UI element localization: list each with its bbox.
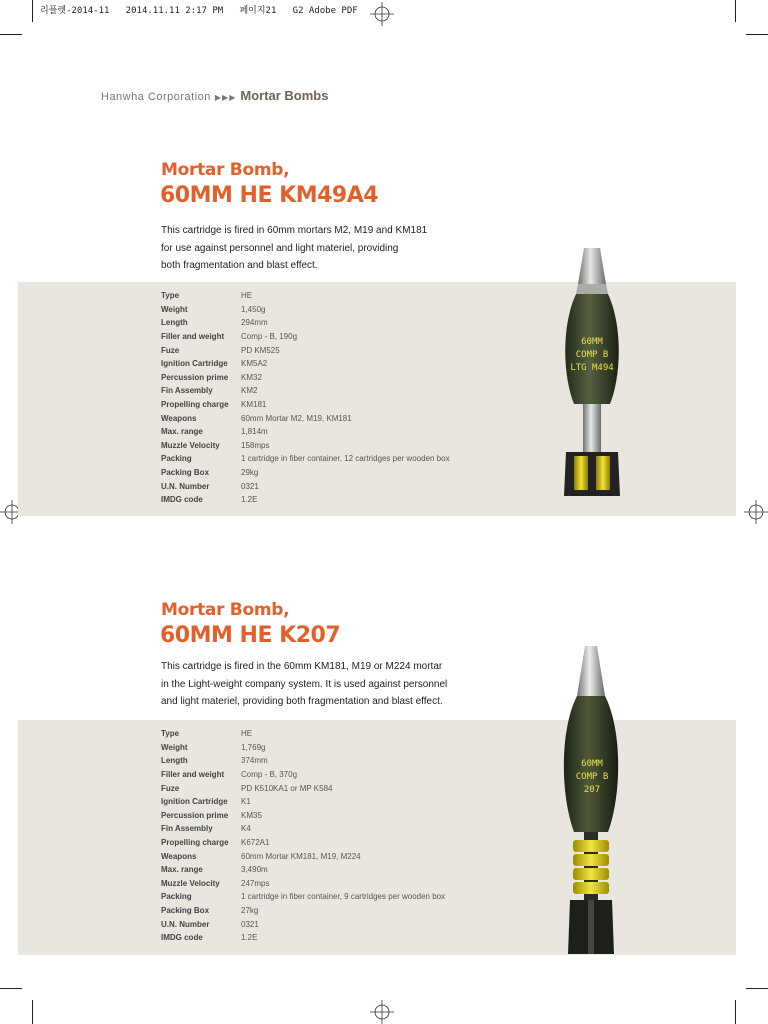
product-description: [161, 658, 491, 711]
spec-row: [161, 343, 450, 357]
crop-mark: [32, 0, 33, 22]
registration-mark-icon: [370, 1000, 394, 1024]
bomb-marking: COMP B: [575, 350, 609, 360]
spec-row: [161, 493, 450, 507]
spec-row: [161, 411, 450, 425]
spec-row: [161, 466, 450, 480]
bomb-marking: 207: [583, 785, 601, 795]
spec-label: Packing: [161, 892, 192, 902]
spec-value: 27kg: [241, 906, 259, 916]
mortar-bomb-k207-image: [558, 644, 624, 956]
spec-row: [161, 754, 445, 768]
bomb-marking: COMP B: [575, 772, 609, 782]
spec-row: [161, 439, 450, 453]
print-header: 리플렛-2014-11 2014.11.11 2:17 PM 페이지21 G2 Adobe PDF: [40, 6, 358, 16]
bomb-marking: 60MM: [581, 337, 603, 347]
spec-label: IMDG code: [161, 495, 203, 505]
spec-value: Comp - B, 190g: [241, 332, 298, 342]
spec-value: K672A1: [241, 838, 270, 848]
product-title-line2: 60MM HE K207: [160, 623, 341, 648]
spec-value: Comp - B, 370g: [241, 770, 298, 780]
spec-label: Ignition Cartridge: [161, 797, 228, 807]
bomb-marking: LTG M494: [570, 363, 614, 373]
description-line: for use against personnel and light materiel, providing: [161, 242, 399, 254]
spec-value: 60mm Mortar M2, M19, KM181: [241, 413, 352, 423]
spec-value: 1 cartridge in fiber container, 12 cartridges per wooden box: [241, 454, 450, 464]
product-title-line1: Mortar Bomb,: [161, 600, 290, 620]
spec-label: U.N. Number: [161, 481, 210, 491]
spec-row: [161, 863, 445, 877]
product-title-line2: 60MM HE KM49A4: [160, 183, 379, 208]
spec-row: [161, 452, 450, 466]
spec-row: [161, 795, 445, 809]
spec-label: Fin Assembly: [161, 386, 213, 396]
spec-row: [161, 398, 450, 412]
description-line: This cartridge is fired in the 60mm KM181, M19 or M224 mortar: [161, 661, 443, 672]
spec-label: Type: [161, 291, 180, 301]
spec-row: [161, 316, 450, 330]
section-title: Mortar Bombs: [240, 88, 329, 103]
spec-label: Fin Assembly: [161, 824, 213, 834]
spec-label: Max. range: [161, 865, 203, 875]
description-line: This cartridge is fired in 60mm mortars M2, M19 and KM181: [161, 225, 428, 236]
product-title-line1: Mortar Bomb,: [161, 160, 290, 180]
spec-label: Weapons: [161, 851, 197, 861]
spec-label: Length: [161, 756, 188, 766]
spec-row: [161, 822, 445, 836]
spec-value: 3,490m: [241, 865, 268, 875]
crop-mark: [735, 0, 736, 22]
spec-row: [161, 425, 450, 439]
spec-value: HE: [241, 729, 253, 739]
spec-label: Length: [161, 318, 188, 328]
spec-label: Weight: [161, 742, 188, 752]
crop-mark: [746, 988, 768, 989]
spec-label: Propelling charge: [161, 400, 229, 410]
spec-label: Fuze: [161, 783, 180, 793]
crop-mark: [746, 34, 768, 35]
spec-value: 1.2E: [241, 933, 258, 943]
spec-value: 1 cartridge in fiber container, 9 cartridges per wooden box: [241, 892, 446, 902]
spec-label: Packing Box: [161, 906, 210, 916]
spec-value: KM5A2: [241, 359, 268, 369]
spec-row: [161, 303, 450, 317]
crop-mark: [32, 1000, 33, 1024]
spec-label: Type: [161, 729, 180, 739]
spec-row: [161, 781, 445, 795]
spec-row: [161, 357, 450, 371]
crop-mark: [0, 34, 22, 35]
spec-row: [161, 384, 450, 398]
spec-label: Weight: [161, 304, 188, 314]
crop-mark: [735, 1000, 736, 1024]
spec-value: 158mps: [241, 440, 270, 450]
spec-row: [161, 289, 450, 303]
description-line: both fragmentation and blast effect.: [161, 260, 318, 271]
spec-row: [161, 741, 445, 755]
spec-row: [161, 931, 445, 945]
spec-row: [161, 849, 445, 863]
spec-row: [161, 890, 445, 904]
spec-row: [161, 727, 445, 741]
spec-value: 29kg: [241, 468, 259, 478]
spec-label: Percussion prime: [161, 810, 229, 820]
spec-label: Packing: [161, 454, 192, 464]
spec-value: 0321: [241, 481, 259, 491]
spec-value: KM181: [241, 400, 267, 410]
spec-row: [161, 371, 450, 385]
spec-row: [161, 768, 445, 782]
mortar-bomb-km49a4-image: [552, 244, 632, 500]
spec-value: 60mm Mortar KM181, M19, M224: [241, 851, 361, 861]
spec-value: KM2: [241, 386, 258, 396]
spec-value: 1,450g: [241, 304, 266, 314]
spec-label: Propelling charge: [161, 838, 229, 848]
spec-value: HE: [241, 291, 253, 301]
spec-label: Max. range: [161, 427, 203, 437]
spec-value: 0321: [241, 919, 259, 929]
description-line: and light materiel, providing both fragmentation and blast effect.: [161, 696, 443, 707]
spec-row: [161, 809, 445, 823]
spec-value: K1: [241, 797, 251, 807]
spec-label: Filler and weight: [161, 770, 225, 780]
registration-mark-icon: [744, 500, 768, 524]
breadcrumb: [101, 88, 328, 103]
spec-value: K4: [241, 824, 251, 834]
spec-row: [161, 877, 445, 891]
spec-value: 294mm: [241, 318, 268, 328]
spec-label: Muzzle Velocity: [161, 878, 220, 888]
spec-row: [161, 917, 445, 931]
company-name: Hanwha Corporation: [101, 91, 211, 103]
spec-label: Filler and weight: [161, 332, 225, 342]
spec-label: Weapons: [161, 413, 197, 423]
spec-value: 374mm: [241, 756, 268, 766]
bomb-marking: 60MM: [581, 759, 603, 769]
spec-value: 1,814m: [241, 427, 268, 437]
spec-table: [161, 289, 450, 507]
spec-row: [161, 479, 450, 493]
spec-label: Packing Box: [161, 468, 210, 478]
spec-value: KM35: [241, 810, 262, 820]
spec-value: PD KM525: [241, 345, 280, 355]
spec-value: KM32: [241, 372, 262, 382]
spec-value: 247mps: [241, 878, 270, 888]
product-description: [161, 222, 491, 275]
crop-mark: [0, 988, 22, 989]
spec-value: 1.2E: [241, 495, 258, 505]
registration-mark-icon: [370, 2, 394, 26]
spec-row: [161, 836, 445, 850]
spec-label: Percussion prime: [161, 372, 229, 382]
spec-value: PD K510KA1 or MP K584: [241, 783, 333, 793]
spec-row: [161, 904, 445, 918]
spec-label: Fuze: [161, 345, 180, 355]
spec-value: 1,769g: [241, 742, 266, 752]
spec-label: Muzzle Velocity: [161, 440, 220, 450]
description-line: in the Light-weight company system. It is used against personnel: [161, 678, 448, 690]
spec-label: Ignition Cartridge: [161, 359, 228, 369]
spec-label: IMDG code: [161, 933, 203, 943]
spec-table: [161, 727, 445, 945]
spec-row: [161, 330, 450, 344]
spec-label: U.N. Number: [161, 919, 210, 929]
breadcrumb-arrows: ▶▶▶: [214, 93, 237, 102]
